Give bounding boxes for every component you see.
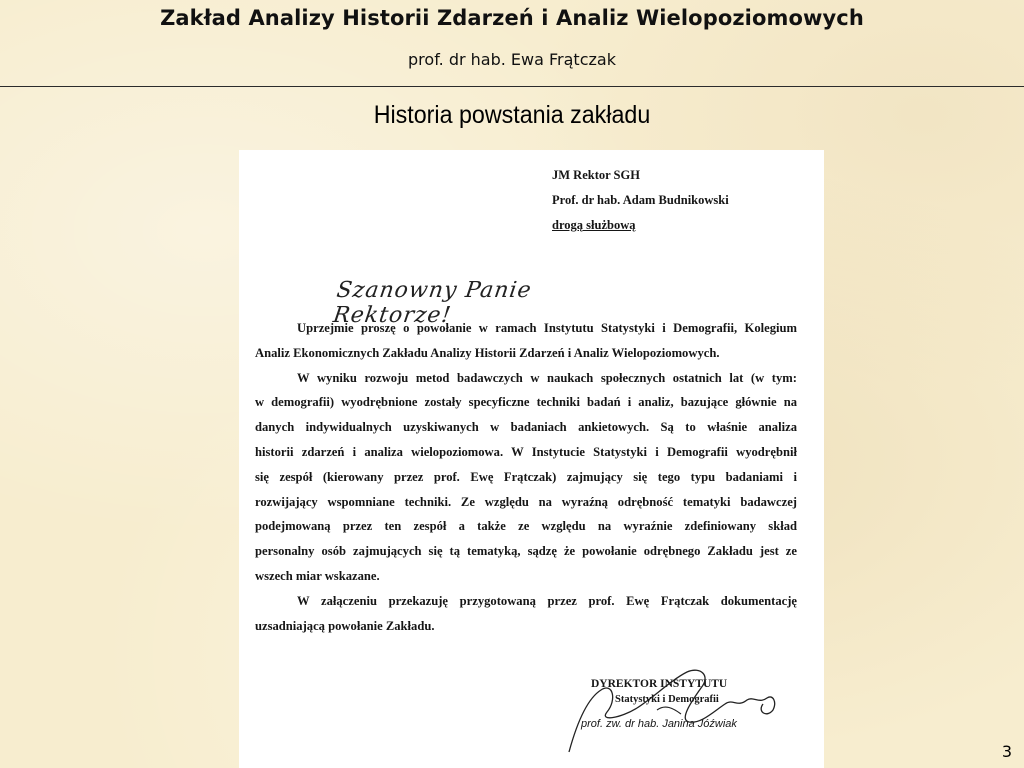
letter-line: W załączeniu przekazuję przygotowaną przez prof. Ewę Frątczak dokumentację bbox=[297, 594, 797, 608]
department-title: Zakład Analizy Historii Zdarzeń i Analiz Wielopoziomowych bbox=[160, 6, 864, 30]
letter-paragraph bbox=[255, 366, 797, 589]
slide-header bbox=[0, 0, 1024, 87]
department-head: prof. dr hab. Ewa Frątczak bbox=[408, 50, 616, 69]
scanned-letter bbox=[239, 150, 824, 768]
signatory-title: DYREKTOR INSTYTUTU bbox=[591, 678, 728, 690]
letter-paragraph bbox=[255, 589, 797, 639]
slide-title: Historia powstania zakładu bbox=[373, 101, 651, 129]
letter-line: uzsadniającą powołanie Zakładu. bbox=[255, 618, 435, 633]
letter-line: podejmowaną przez ten zespół a także ze względu na wyraźnie zdefiniowany skład bbox=[255, 519, 797, 534]
letter-line: Uprzejmie proszę o powołanie w ramach Instytutu Statystyki i Demografii, Kolegium bbox=[297, 321, 797, 335]
letter-line: rozwijający wspomniane techniki. Ze względu na wyraźną odrębność tematyki badawczej bbox=[255, 494, 797, 509]
signature-block bbox=[561, 660, 801, 760]
letter-address-line: Prof. dr hab. Adam Budnikowski bbox=[552, 193, 729, 207]
signatory-unit: Statystyki i Demografii bbox=[615, 694, 719, 705]
signatory-name: prof. zw. dr hab. Janina Jóźwiak bbox=[581, 718, 737, 730]
letter-line: w demografii) wyodrębnione zostały specyficzne techniki badań i analiz, bazujące głównie na bbox=[255, 395, 797, 410]
letter-address-line: JM Rektor SGH bbox=[552, 168, 640, 182]
handwritten-signature bbox=[561, 660, 801, 760]
letter-line: Analiz Ekonomicznych Zakładu Analizy Historii Zdarzeń i Analiz Wielopoziomowych. bbox=[255, 345, 720, 360]
letter-line: W wyniku rozwoju metod badawczych w naukach społecznych ostatnich lat (w tym: bbox=[297, 370, 797, 385]
letter-line: historii zdarzeń i analiza wielopoziomowa. W Instytucie Statystyki i Demografii wyodrębnił bbox=[255, 444, 797, 459]
letter-line: danych indywidualnych uzyskiwanych w badaniach ankietowych. Są to właśnie analiza bbox=[255, 420, 797, 435]
letter-address-line: drogą służbową bbox=[552, 218, 636, 232]
salutation-text: Szanowny Panie Rektorze! bbox=[331, 278, 534, 328]
letter-paragraph bbox=[255, 316, 797, 366]
page-number: 3 bbox=[1001, 742, 1012, 761]
letter-line: wszech miar wskazane. bbox=[255, 568, 380, 583]
letter-line: personalny osób zajmujących się tą tematyką, sądzę że powołanie odrębnego Zakładu jest ze bbox=[255, 544, 797, 559]
letter-line: się zespół (kierowany przez prof. Ewę Frątczak) zajmujący się tego typu badaniami i bbox=[255, 469, 797, 484]
